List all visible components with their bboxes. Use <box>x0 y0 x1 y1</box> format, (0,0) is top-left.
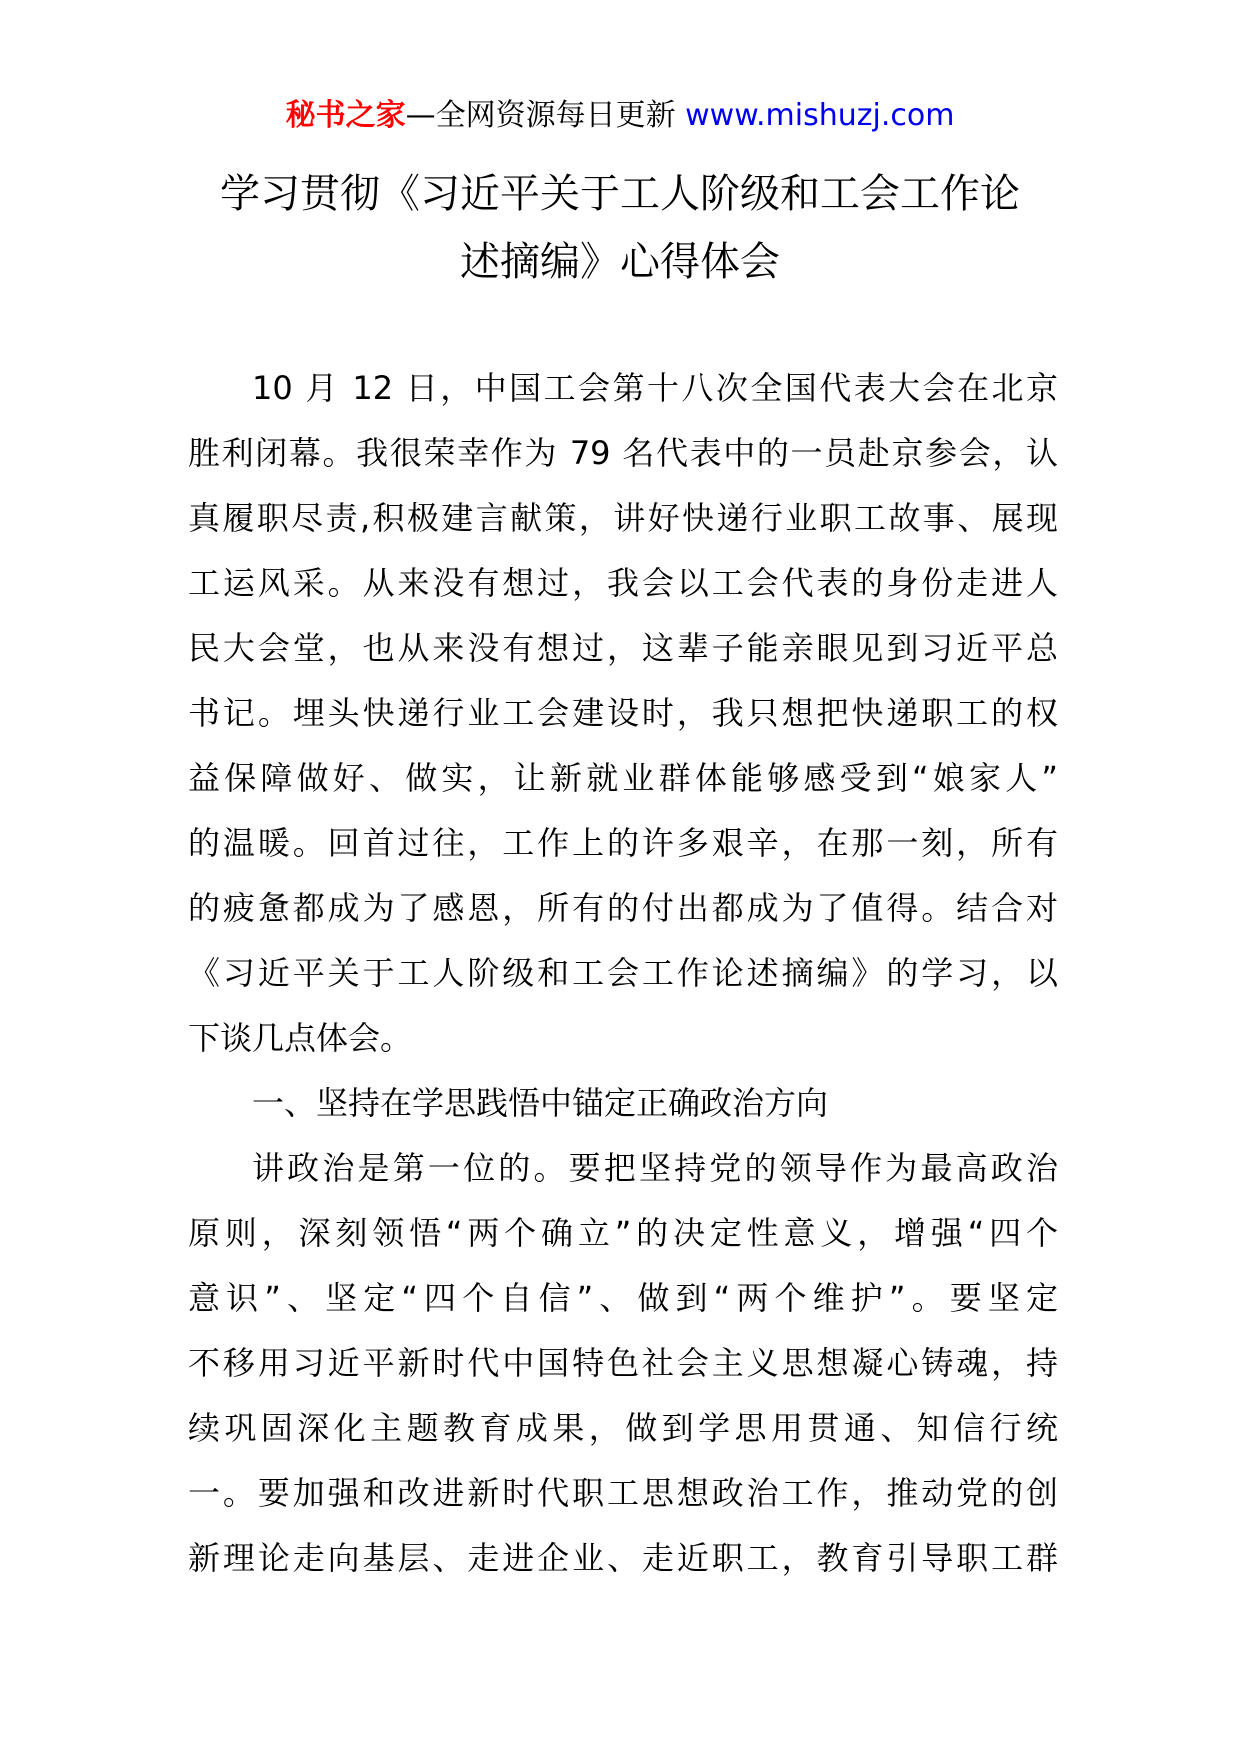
text-line: 民大会堂，也从来没有想过，这辈子能亲眼见到习近平总 <box>188 629 1058 667</box>
text-line: 新理论走向基层、走进企业、走近职工，教育引导职工群 <box>188 1539 1058 1577</box>
text-line: 《习近平关于工人阶级和工会工作论述摘编》的学习，以 <box>188 954 1058 992</box>
text-line: 益保障做好、做实，让新就业群体能够感受到“娘家人” <box>188 759 1058 797</box>
text-line: 原则，深刻领悟“两个确立”的决定性意义，增强“四个 <box>188 1214 1058 1252</box>
text-line: 下谈几点体会。 <box>188 1019 413 1057</box>
text-line: 续巩固深化主题教育成果，做到学思用贯通、知信行统 <box>188 1409 1058 1447</box>
text-line: 讲政治是第一位的。要把坚持党的领导作为最高政治 <box>252 1149 1058 1187</box>
paragraph-2 <box>188 1136 1058 1591</box>
text-line: 的疲惫都成为了感恩，所有的付出都成为了值得。结合对 <box>188 889 1058 927</box>
site-url-link[interactable]: www.mishuzj.com <box>685 98 955 133</box>
section-heading-1: 一、坚持在学思践悟中锚定正确政治方向 <box>252 1084 829 1122</box>
text-line: 真履职尽责,积极建言献策，讲好快递行业职工故事、展现 <box>188 499 1058 537</box>
document-body <box>188 356 1058 1591</box>
text-line: 意识”、坚定“四个自信”、做到“两个维护”。要坚定 <box>188 1279 1058 1317</box>
text-line: 工运风采。从来没有想过，我会以工会代表的身份走进人 <box>188 564 1058 602</box>
title-line-2: 述摘编》心得体会 <box>460 239 780 285</box>
text-line: 10 月 12 日，中国工会第十八次全国代表大会在北京 <box>252 369 1058 407</box>
paragraph-1 <box>188 356 1058 1071</box>
text-line: 不移用习近平新时代中国特色社会主义思想凝心铸魂，持 <box>188 1344 1058 1382</box>
site-tagline: —全网资源每日更新 <box>405 98 686 133</box>
text-line: 的温暖。回首过往，工作上的许多艰辛，在那一刻，所有 <box>188 824 1058 862</box>
site-header <box>0 96 1240 136</box>
site-brand: 秘书之家 <box>285 98 406 133</box>
text-line: 胜利闭幕。我很荣幸作为 79 名代表中的一员赴京参会，认 <box>188 434 1058 472</box>
text-line: 书记。埋头快递行业工会建设时，我只想把快递职工的权 <box>188 694 1058 732</box>
document-title <box>140 160 1100 296</box>
title-line-1: 学习贯彻《习近平关于工人阶级和工会工作论 <box>220 171 1020 217</box>
text-line: 一。要加强和改进新时代职工思想政治工作，推动党的创 <box>188 1474 1058 1512</box>
